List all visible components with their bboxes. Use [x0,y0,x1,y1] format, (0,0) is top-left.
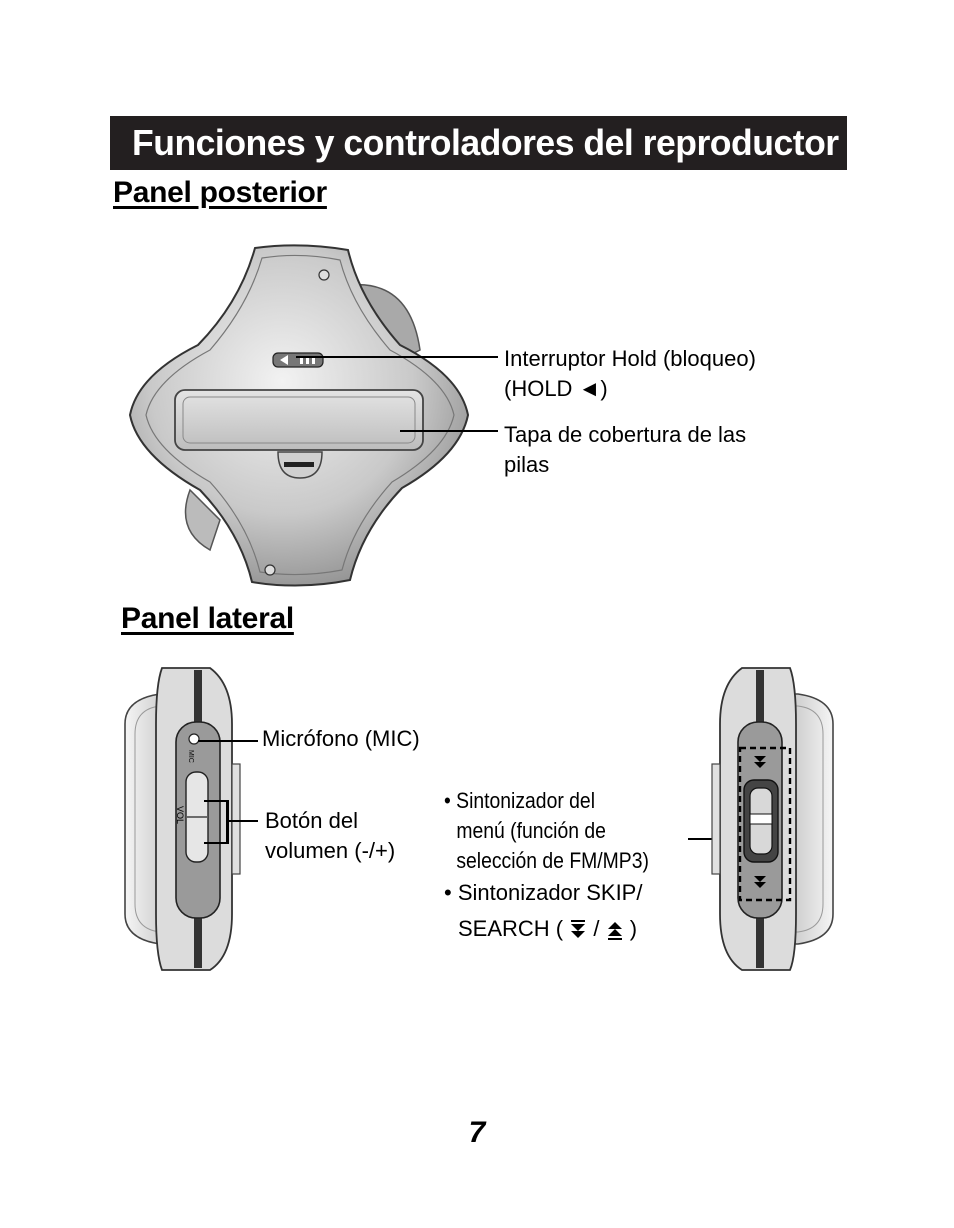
vol-device-text: VOL [175,806,185,825]
page-number: 7 [468,1116,486,1149]
right-side-illustration [712,664,838,974]
battery-label-line2: pilas [504,452,550,477]
skip-suffix: ) [629,916,638,941]
tuner-skip-line1: • Sintonizador SKIP/ [444,880,643,905]
battery-cover-label [504,420,746,480]
volume-bracket-bottom [204,842,228,844]
volume-leader-line [228,820,258,822]
skip-separator: / [593,916,600,941]
tuner-menu-label [444,786,649,876]
hold-leader-line [296,356,498,358]
volume-label [265,806,395,866]
tuner-menu-line1: • Sintonizador del [444,788,596,813]
hold-label-line2: (HOLD ◄) [504,376,608,401]
skip-forward-icon [606,919,624,941]
search-text: SEARCH ( [458,916,564,941]
side-panel-heading: Panel lateral [121,602,294,635]
volume-label-line1: Botón del [265,808,358,833]
battery-leader-line [400,430,498,432]
volume-label-line2: volumen (-/+) [265,838,396,863]
tuner-menu-line2: menú (función de [456,818,606,843]
skip-back-icon [569,919,587,941]
volume-bracket-vertical [226,800,229,844]
rear-panel-illustration [120,240,480,592]
mic-leader-line [198,740,258,742]
tuner-skip-line2 [444,914,642,944]
volume-bracket-top [204,800,228,802]
tuner-skip-label [444,878,642,944]
page-title: Funciones y controladores del reproductor [110,116,847,170]
hold-label [504,344,756,404]
mic-device-text: MIC [187,750,194,763]
battery-label-line1: Tapa de cobertura de las [504,422,747,447]
rear-panel-heading: Panel posterior [113,176,327,209]
hold-label-line1: Interruptor Hold (bloqueo) [504,346,756,371]
mic-label: Micrófono (MIC) [262,726,420,751]
left-side-illustration [120,664,250,974]
tuner-menu-line3: selección de FM/MP3) [456,848,649,873]
